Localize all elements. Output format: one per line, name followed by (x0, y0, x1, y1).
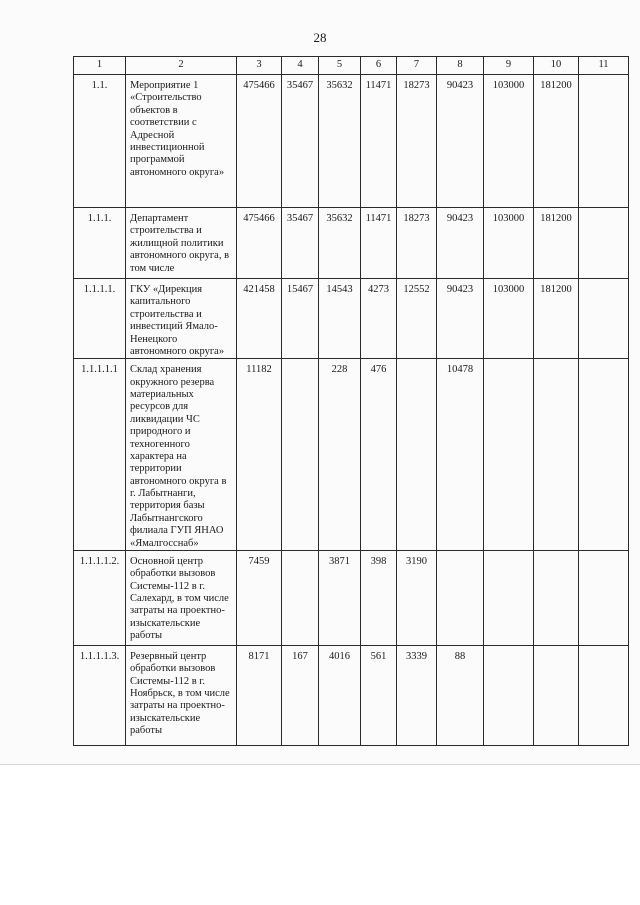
table-row (74, 279, 629, 359)
row-name: Мероприятие 1 «Строительство объектов в соответствии с Адресной инвестиционной программой автономного округа» (126, 75, 237, 208)
cell-value: 181200 (534, 279, 579, 359)
cell-value (484, 645, 534, 745)
row-name: Департамент строительства и жилищной политики автономного округа, в том числе (126, 208, 237, 279)
cell-value: 18273 (397, 75, 437, 208)
table-row (74, 645, 629, 745)
cell-value: 15467 (282, 279, 319, 359)
cell-value (282, 359, 319, 551)
cell-value (579, 208, 629, 279)
row-name: Склад хранения окружного резерва материальных ресурсов для ликвидации ЧС природного и техногенного характера на территории автономного округа в г. Лабытнанги, территория базы Лабытнангского филиала ГУП ЯНАО «Ямалгосснаб» (126, 359, 237, 551)
cell-value: 90423 (437, 279, 484, 359)
cell-value: 561 (361, 645, 397, 745)
cell-value (579, 359, 629, 551)
cell-value (484, 550, 534, 645)
cell-value: 475466 (237, 208, 282, 279)
cell-value (484, 359, 534, 551)
cell-value: 167 (282, 645, 319, 745)
cell-value: 88 (437, 645, 484, 745)
row-number: 1.1.1.1.2. (74, 550, 126, 645)
cell-value: 476 (361, 359, 397, 551)
cell-value: 90423 (437, 75, 484, 208)
column-header: 8 (437, 57, 484, 75)
column-header: 5 (319, 57, 361, 75)
row-number: 1.1.1.1.1 (74, 359, 126, 551)
cell-value (437, 550, 484, 645)
row-number: 1.1.1. (74, 208, 126, 279)
cell-value: 398 (361, 550, 397, 645)
row-name: ГКУ «Дирекция капитального строительства и инвестиций Ямало-Ненецкого автономного округа» (126, 279, 237, 359)
row-number: 1.1.1.1.3. (74, 645, 126, 745)
column-header: 11 (579, 57, 629, 75)
page-number: 28 (313, 30, 327, 45)
column-header: 3 (237, 57, 282, 75)
cell-value (534, 645, 579, 745)
cell-value: 4273 (361, 279, 397, 359)
cell-value: 7459 (237, 550, 282, 645)
header-row (74, 57, 629, 75)
cell-value: 103000 (484, 279, 534, 359)
cell-value (579, 550, 629, 645)
cell-value: 103000 (484, 75, 534, 208)
cell-value: 11471 (361, 75, 397, 208)
cell-value: 228 (319, 359, 361, 551)
row-number: 1.1.1.1. (74, 279, 126, 359)
cell-value (579, 645, 629, 745)
column-header: 9 (484, 57, 534, 75)
column-header: 10 (534, 57, 579, 75)
cell-value: 14543 (319, 279, 361, 359)
cell-value: 3190 (397, 550, 437, 645)
blank-page-area (0, 765, 640, 905)
cell-value: 18273 (397, 208, 437, 279)
table-row (74, 208, 629, 279)
row-name: Основной центр обработки вызовов Системы-112 в г. Салехард, в том числе затраты на проектно-изыскательские работы (126, 550, 237, 645)
cell-value: 35632 (319, 75, 361, 208)
cell-value: 11182 (237, 359, 282, 551)
cell-value (282, 550, 319, 645)
cell-value: 421458 (237, 279, 282, 359)
row-name: Резервный центр обработки вызовов Системы-112 в г. Ноябрьск, в том числе затраты на проектно-изыскательские работы (126, 645, 237, 745)
budget-table (73, 56, 629, 746)
table-row (74, 359, 629, 551)
cell-value: 3339 (397, 645, 437, 745)
cell-value: 181200 (534, 208, 579, 279)
cell-value: 8171 (237, 645, 282, 745)
cell-value: 11471 (361, 208, 397, 279)
cell-value: 3871 (319, 550, 361, 645)
cell-value (534, 550, 579, 645)
cell-value: 4016 (319, 645, 361, 745)
cell-value: 475466 (237, 75, 282, 208)
table-row (74, 75, 629, 208)
column-header: 7 (397, 57, 437, 75)
column-header: 1 (74, 57, 126, 75)
cell-value: 181200 (534, 75, 579, 208)
column-header: 4 (282, 57, 319, 75)
cell-value (534, 359, 579, 551)
column-header: 2 (126, 57, 237, 75)
cell-value: 35467 (282, 208, 319, 279)
cell-value: 10478 (437, 359, 484, 551)
row-number: 1.1. (74, 75, 126, 208)
cell-value (397, 359, 437, 551)
cell-value (579, 75, 629, 208)
table-row (74, 550, 629, 645)
cell-value (579, 279, 629, 359)
cell-value: 103000 (484, 208, 534, 279)
cell-value: 35467 (282, 75, 319, 208)
column-header: 6 (361, 57, 397, 75)
cell-value: 35632 (319, 208, 361, 279)
cell-value: 90423 (437, 208, 484, 279)
cell-value: 12552 (397, 279, 437, 359)
